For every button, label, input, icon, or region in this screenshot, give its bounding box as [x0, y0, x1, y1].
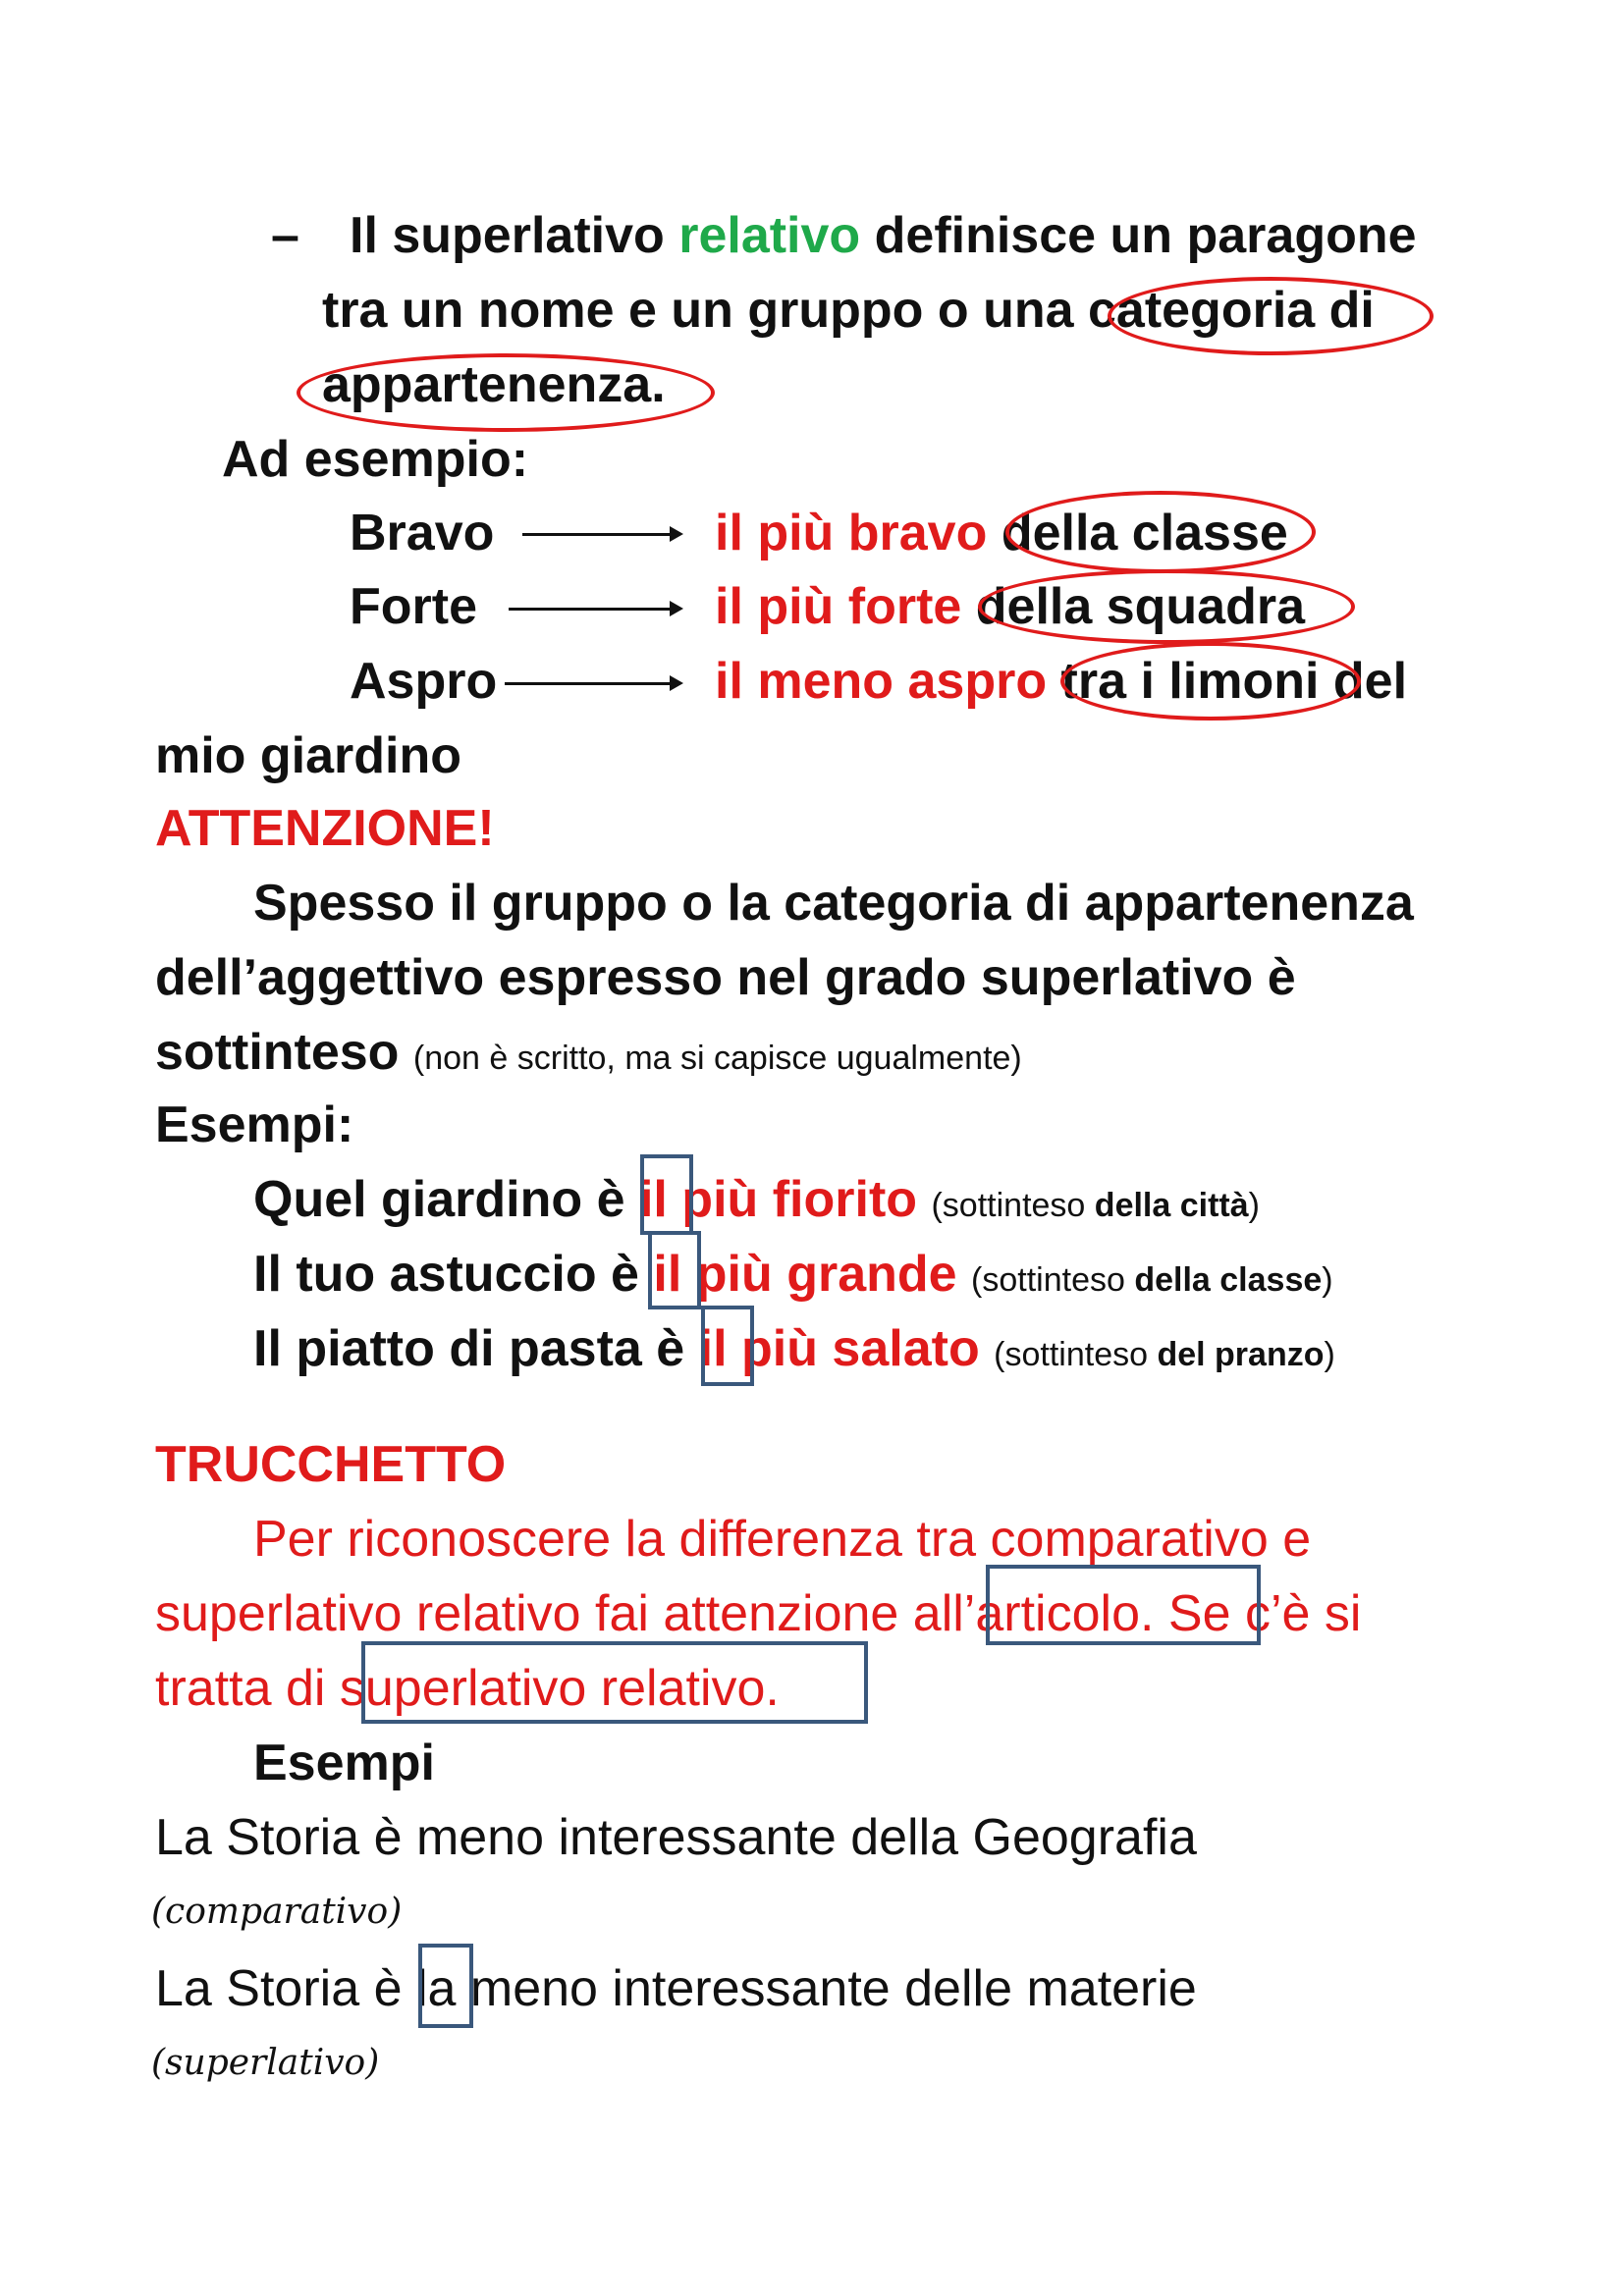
example-continuation: mio giardino	[155, 727, 461, 784]
rule-text: definisce un paragone	[860, 207, 1417, 264]
example-word: Bravo	[350, 505, 495, 561]
keyword-relativo: relativo	[678, 207, 861, 264]
examples-heading: Ad esempio:	[222, 431, 529, 488]
esempi-line	[253, 1320, 1335, 1377]
result-text: il più forte	[715, 578, 976, 635]
handwritten-label: (comparativo)	[151, 1892, 403, 1932]
arrow-right-icon	[509, 608, 679, 611]
article-box	[698, 1306, 754, 1386]
superlative: più grande	[681, 1246, 957, 1303]
esempi-heading: Esempi:	[155, 1096, 354, 1153]
example-word: Aspro	[350, 653, 498, 710]
circle-highlight	[975, 569, 1355, 644]
trick-example: La Storia è la meno interessante delle materie	[155, 1960, 1197, 2017]
trick-text: tratta di	[155, 1660, 340, 1717]
superlative: più fiorito	[667, 1171, 918, 1228]
trick-keyword: all’articolo	[912, 1585, 1140, 1642]
list-dash: –	[271, 207, 299, 264]
result-group: della squadra	[975, 578, 1305, 635]
arrow-right-icon	[522, 533, 679, 536]
esempi-note: (sottinteso della città)	[931, 1187, 1260, 1224]
rule-text: Il superlativo	[350, 207, 679, 264]
trick-example: La Storia è meno interessante della Geografia	[155, 1809, 1197, 1866]
trick-line-1: Per riconoscere la differenza tra comparativo e	[253, 1511, 1312, 1568]
trick-title: TRUCCHETTO	[155, 1436, 507, 1493]
rule-line-3: appartenenza.	[322, 356, 666, 413]
trick-text: . Se c’è si	[1140, 1585, 1362, 1642]
superlative: più salato	[727, 1320, 980, 1377]
esempi-line	[253, 1246, 1333, 1303]
attention-note: (non è scritto, ma si capisce ugualmente)	[412, 1040, 1022, 1077]
attention-line-2: dell’aggettivo espresso nel grado superlativo è	[155, 949, 1296, 1006]
article-box	[418, 1944, 473, 2028]
esempi-note: (sottinteso della classe)	[971, 1261, 1333, 1299]
esempi-line	[253, 1171, 1260, 1228]
circle-highlight	[1060, 642, 1361, 721]
example-word: Forte	[350, 578, 477, 635]
circle-highlight	[297, 353, 715, 432]
keyword-box	[986, 1565, 1261, 1645]
trick-keyword: superlativo relativo.	[339, 1660, 780, 1717]
circle-highlight	[1005, 491, 1316, 573]
result-text: il meno aspro	[715, 653, 1061, 710]
article-box	[640, 1154, 693, 1235]
esempi-text: Il tuo astuccio è	[253, 1246, 654, 1303]
attention-line-1: Spesso il gruppo o la categoria di appartenenza	[253, 875, 1414, 932]
result-after: del	[1319, 653, 1408, 710]
trick-text: superlativo relativo fai attenzione	[155, 1585, 913, 1642]
attention-line-3	[155, 1024, 1022, 1081]
trick-examples-heading: Esempi	[253, 1735, 435, 1791]
handwritten-label: (superlativo)	[151, 2043, 380, 2083]
attention-title: ATTENZIONE!	[155, 800, 495, 857]
article: il	[638, 1171, 668, 1228]
esempi-text: Quel giardino è	[253, 1171, 639, 1228]
esempi-note: (sottinteso del pranzo)	[994, 1336, 1335, 1373]
attention-keyword: sottinteso	[155, 1024, 400, 1081]
article: il	[653, 1246, 682, 1303]
rule-line-2: tra un nome e un gruppo o una categoria di	[322, 282, 1375, 339]
article: il	[698, 1320, 728, 1377]
rule-line-1	[350, 207, 1417, 264]
result-group: tra i limoni	[1060, 653, 1320, 710]
keyword-box	[361, 1641, 868, 1724]
circle-highlight	[1108, 277, 1434, 355]
article-box	[648, 1231, 701, 1309]
result-group: della classe	[1001, 505, 1288, 561]
arrow-right-icon	[505, 682, 679, 685]
result-text: il più bravo	[715, 505, 1001, 561]
esempi-text: Il piatto di pasta è	[253, 1320, 699, 1377]
